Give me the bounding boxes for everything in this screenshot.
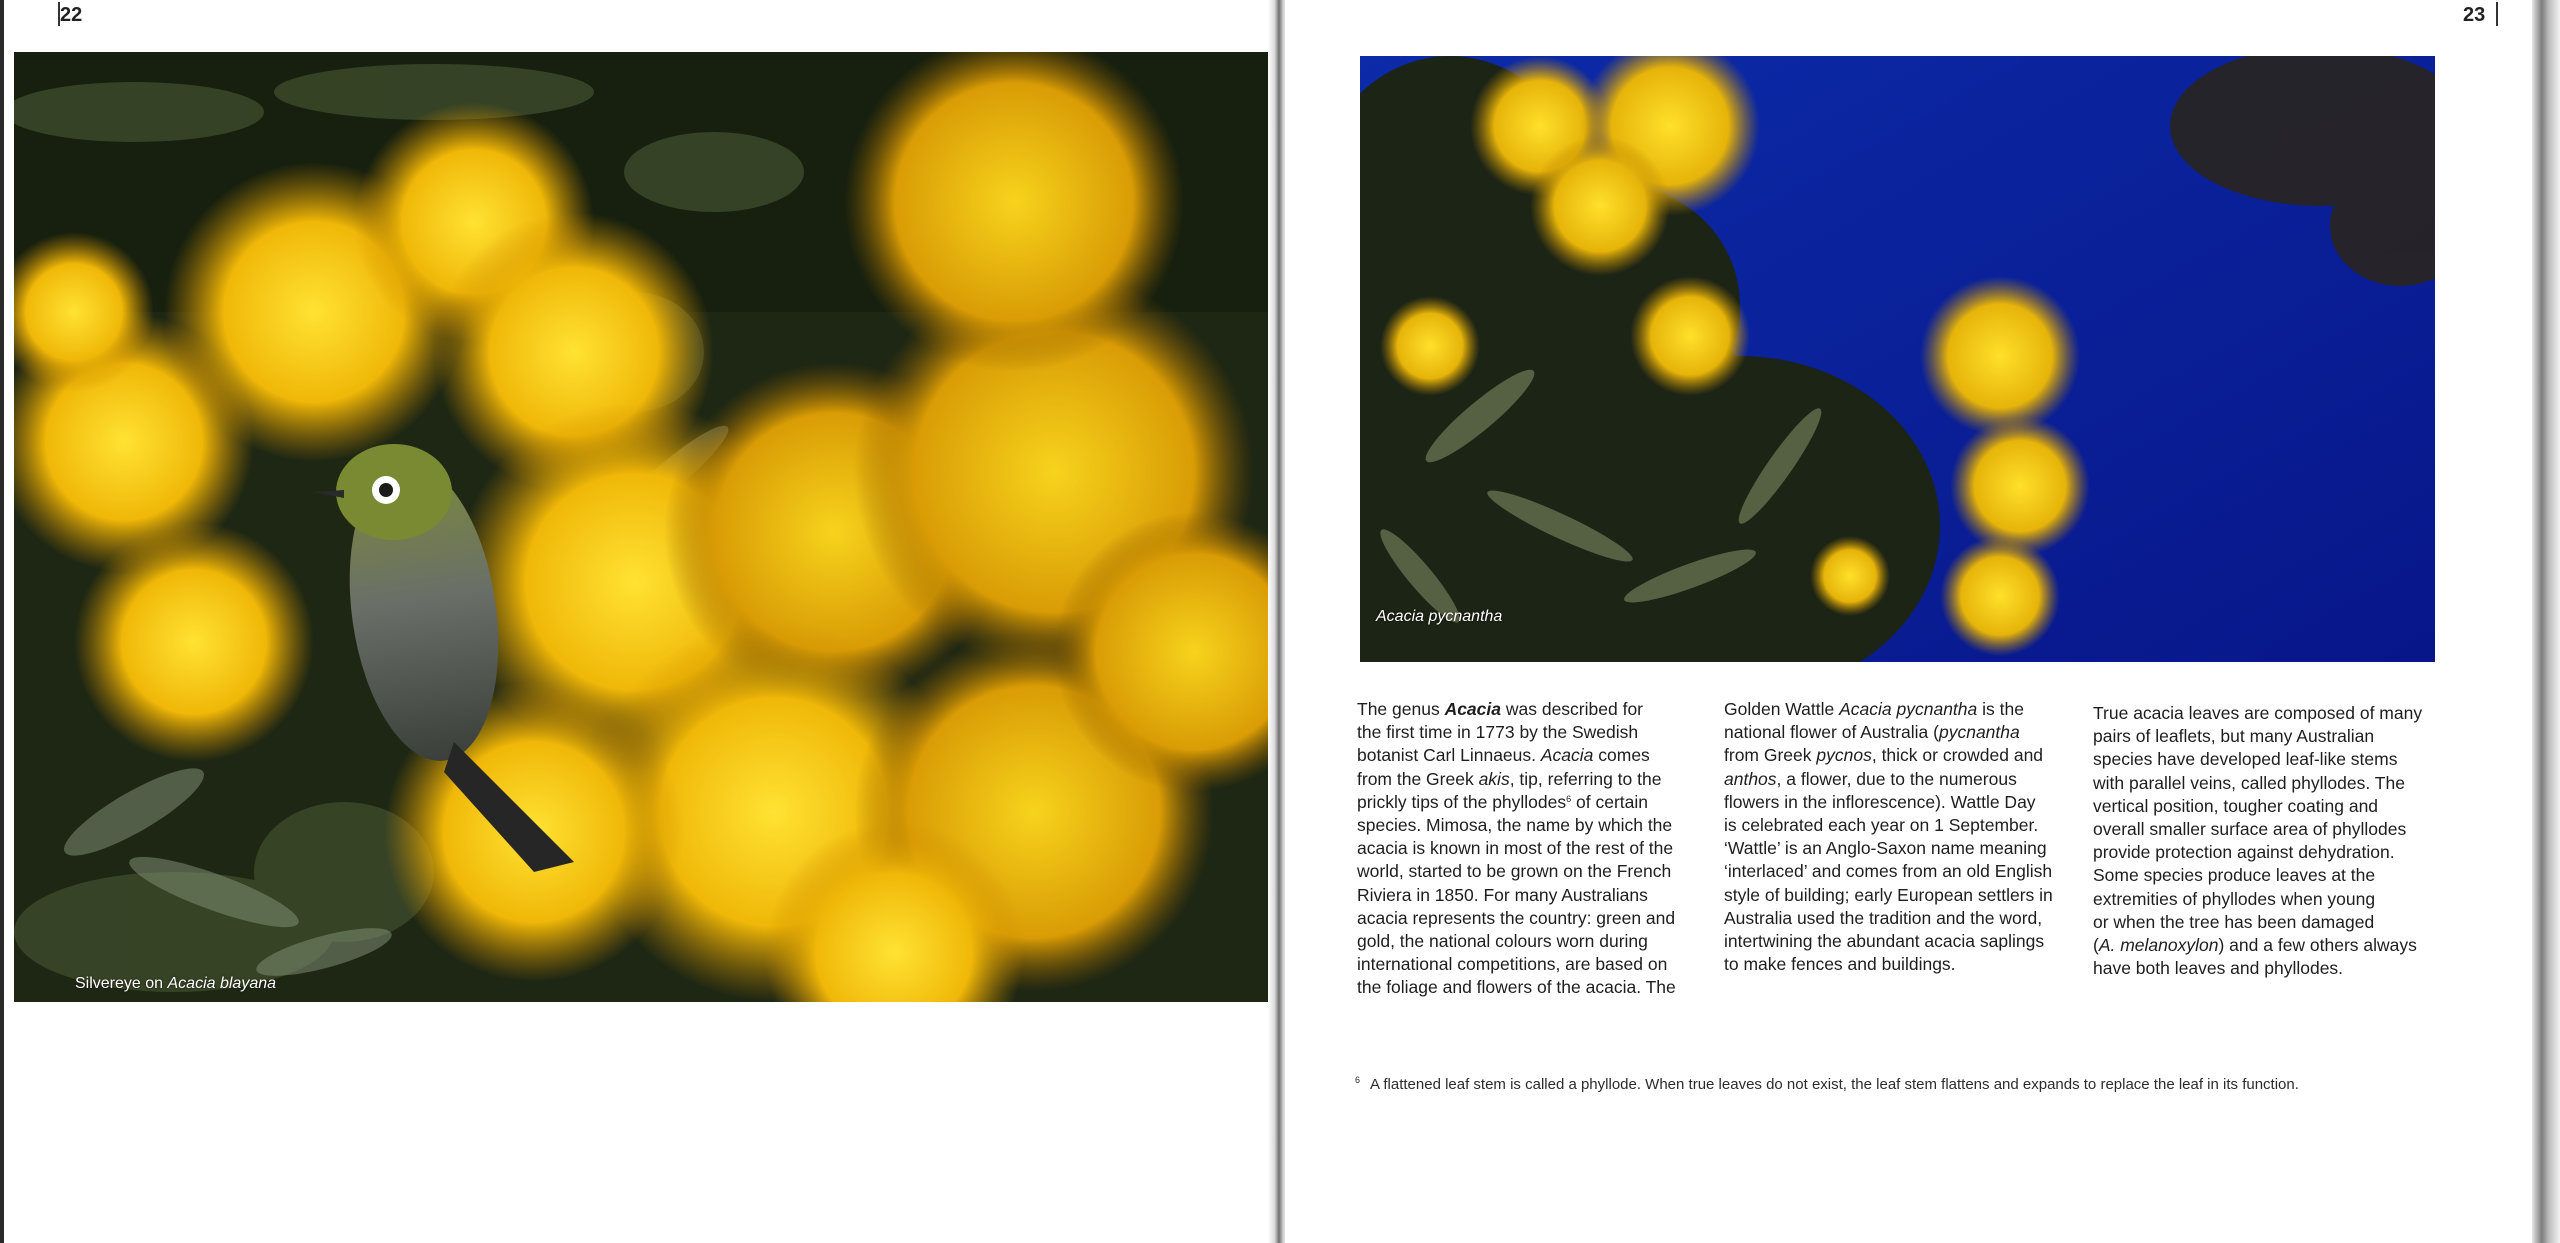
text-line: species have developed leaf-like stems (2093, 749, 2398, 770)
text-line: anthos, a flower, due to the numerous (1724, 768, 2017, 789)
text-line: style of building; early European settlers in (1724, 884, 2053, 905)
text-line: botanist Carl Linnaeus. Acacia comes (1357, 745, 1650, 766)
text-line: prickly tips of the phyllodes$^6$ of certain (1357, 791, 1649, 812)
text-line: the first time in 1773 by the Swedish (1357, 722, 1639, 743)
body-column-1 (1357, 698, 1687, 1000)
text-line: Australia used the tradition and the word, (1724, 907, 2043, 928)
text-line: to make fences and buildings. (1724, 954, 1956, 975)
page-number-rule (2496, 2, 2498, 26)
footnote-text: A flattened leaf stem is called a phyllode. When true leaves do not exist, the leaf stem flattens and expands to replace the leaf in its function. (1370, 1076, 2299, 1093)
text-line: with parallel veins, called phyllodes. The (2093, 772, 2405, 793)
photo-acacia-pycnantha (1360, 56, 2435, 662)
footnote-marker: 6 (1355, 1075, 1361, 1085)
text-line: ‘interlaced’ and comes from an old English (1724, 861, 2053, 882)
footnote (1355, 1076, 2299, 1093)
text-line: gold, the national colours worn during (1357, 931, 1648, 952)
text-line: vertical position, tougher coating and (2093, 795, 2379, 816)
text-line: the foliage and flowers of the acacia. The (1357, 977, 1676, 998)
text-line: have both leaves and phyllodes. (2093, 958, 2344, 979)
photo-silvereye-on-acacia (14, 52, 1276, 1002)
text-line: overall smaller surface area of phyllodes (2093, 819, 2407, 840)
text-line: from Greek pycnos, thick or crowded and (1724, 745, 2044, 766)
text-line: provide protection against dehydration. (2093, 842, 2395, 863)
text-line: acacia represents the country: green and (1357, 907, 1676, 928)
text-line: pairs of leaflets, but many Australian (2093, 726, 2375, 747)
text-line: national flower of Australia (pycnantha (1724, 722, 2020, 743)
right-book-edge (2532, 0, 2560, 1243)
text-line: or when the tree has been damaged (2093, 911, 2375, 932)
page-number-left: 22 (60, 4, 83, 26)
caption-prefix: Silvereye on (75, 975, 168, 992)
page-number-right: 23 (2463, 4, 2486, 26)
text-line: from the Greek akis, tip, referring to the (1357, 768, 1662, 789)
text-line: species. Mimosa, the name by which the (1357, 815, 1673, 836)
text-line: (A. melanoxylon) and a few others always (2093, 935, 2417, 956)
text-line: The genus Acacia was described for (1357, 699, 1644, 719)
text-line: True acacia leaves are composed of many (2093, 703, 2423, 723)
text-line: Some species produce leaves at the (2093, 865, 2376, 886)
body-column-3 (2093, 702, 2423, 980)
left-page (0, 0, 1275, 1243)
text-line: Golden Wattle Acacia pycnantha is the (1724, 699, 2024, 719)
caption-species: Acacia blayana (167, 975, 277, 992)
text-line: acacia is known in most of the rest of the (1357, 838, 1674, 859)
text-line: international competitions, are based on (1357, 954, 1668, 975)
text-line: flowers in the inflorescence). Wattle Day (1724, 791, 2036, 812)
photo-acacia-illustration (1360, 56, 2435, 662)
text-line: Riviera in 1850. For many Australians (1357, 884, 1648, 905)
body-column-2 (1724, 698, 2054, 976)
footnote-ref: 6 (1566, 793, 1572, 804)
text-line: ‘Wattle’ is an Anglo-Saxon name meaning (1724, 838, 2047, 859)
left-book-edge (0, 0, 4, 1243)
photo-caption-left (75, 975, 276, 993)
photo-caption-right: Acacia pycnantha (1376, 608, 1503, 625)
text-line: intertwining the abundant acacia saplings (1724, 931, 2045, 952)
text-line: world, started to be grown on the French (1357, 861, 1672, 882)
photo-silvereye-illustration (14, 52, 1276, 1002)
text-line: extremities of phyllodes when young (2093, 888, 2376, 909)
text-line: is celebrated each year on 1 September. (1724, 815, 2039, 836)
